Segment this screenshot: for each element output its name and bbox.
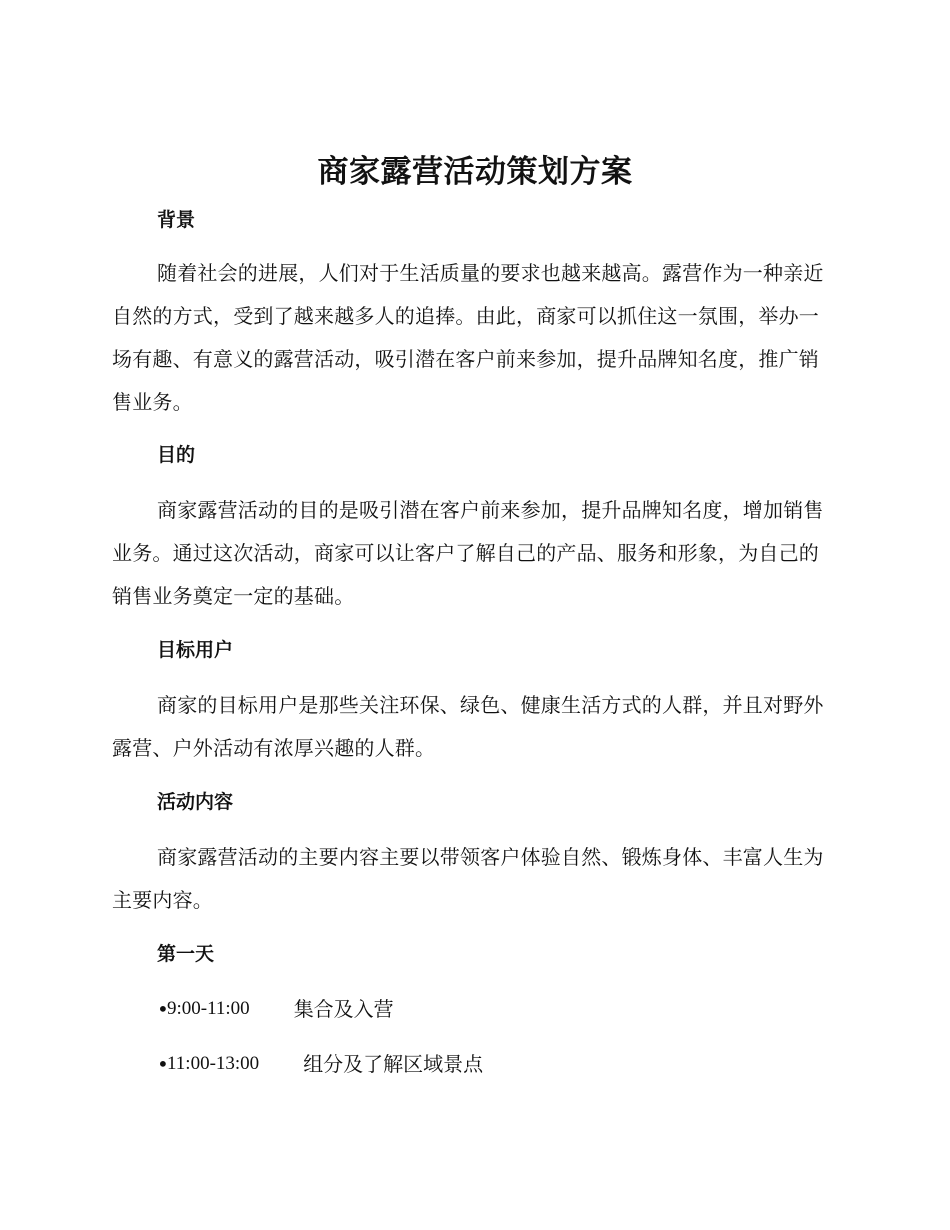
schedule-item: [157, 995, 394, 1023]
bullet-marker: •: [157, 997, 169, 1021]
schedule-activity: 集合及入营: [293, 997, 394, 1021]
section-heading-activity-content: 活动内容: [157, 791, 234, 813]
section-paragraph-purpose: 商家露营活动的目的是吸引潜在客户前来参加，提升品牌知名度，增加销售业务。通过这次活动，商家可以让客户了解自己的产品、服务和形象，为自己的销售业务奠定一定的基础。: [112, 498, 824, 608]
section-heading-target-users: 目标用户: [157, 639, 234, 661]
schedule-activity: 组分及了解区域景点: [303, 1052, 484, 1076]
section-paragraph-background: 随着社会的进展，人们对于生活质量的要求也越来越高。露营作为一种亲近自然的方式，受到了越来越多人的追捧。由此，商家可以抓住这一氛围，举办一场有趣、有意义的露营活动，吸引潜在客户前来参加，提升品牌知名度，推广销售业务。: [112, 261, 824, 414]
section-paragraph-target-users: 商家的目标用户是那些关注环保、绿色、健康生活方式的人群，并且对野外露营、户外活动有浓厚兴趣的人群。: [112, 693, 824, 760]
schedule-item: [157, 1050, 483, 1078]
page-title: 商家露营活动策划方案: [317, 154, 633, 190]
schedule-time: 9:00-11:00: [167, 998, 250, 1019]
bullet-marker: •: [157, 1052, 169, 1076]
day-one-heading: 第一天: [157, 943, 215, 965]
section-heading-purpose: 目的: [157, 444, 196, 466]
section-heading-background: 背景: [157, 209, 196, 231]
section-paragraph-activity-content: 商家露营活动的主要内容主要以带领客户体验自然、锻炼身体、丰富人生为主要内容。: [112, 845, 824, 912]
schedule-time: 11:00-13:00: [167, 1053, 260, 1074]
